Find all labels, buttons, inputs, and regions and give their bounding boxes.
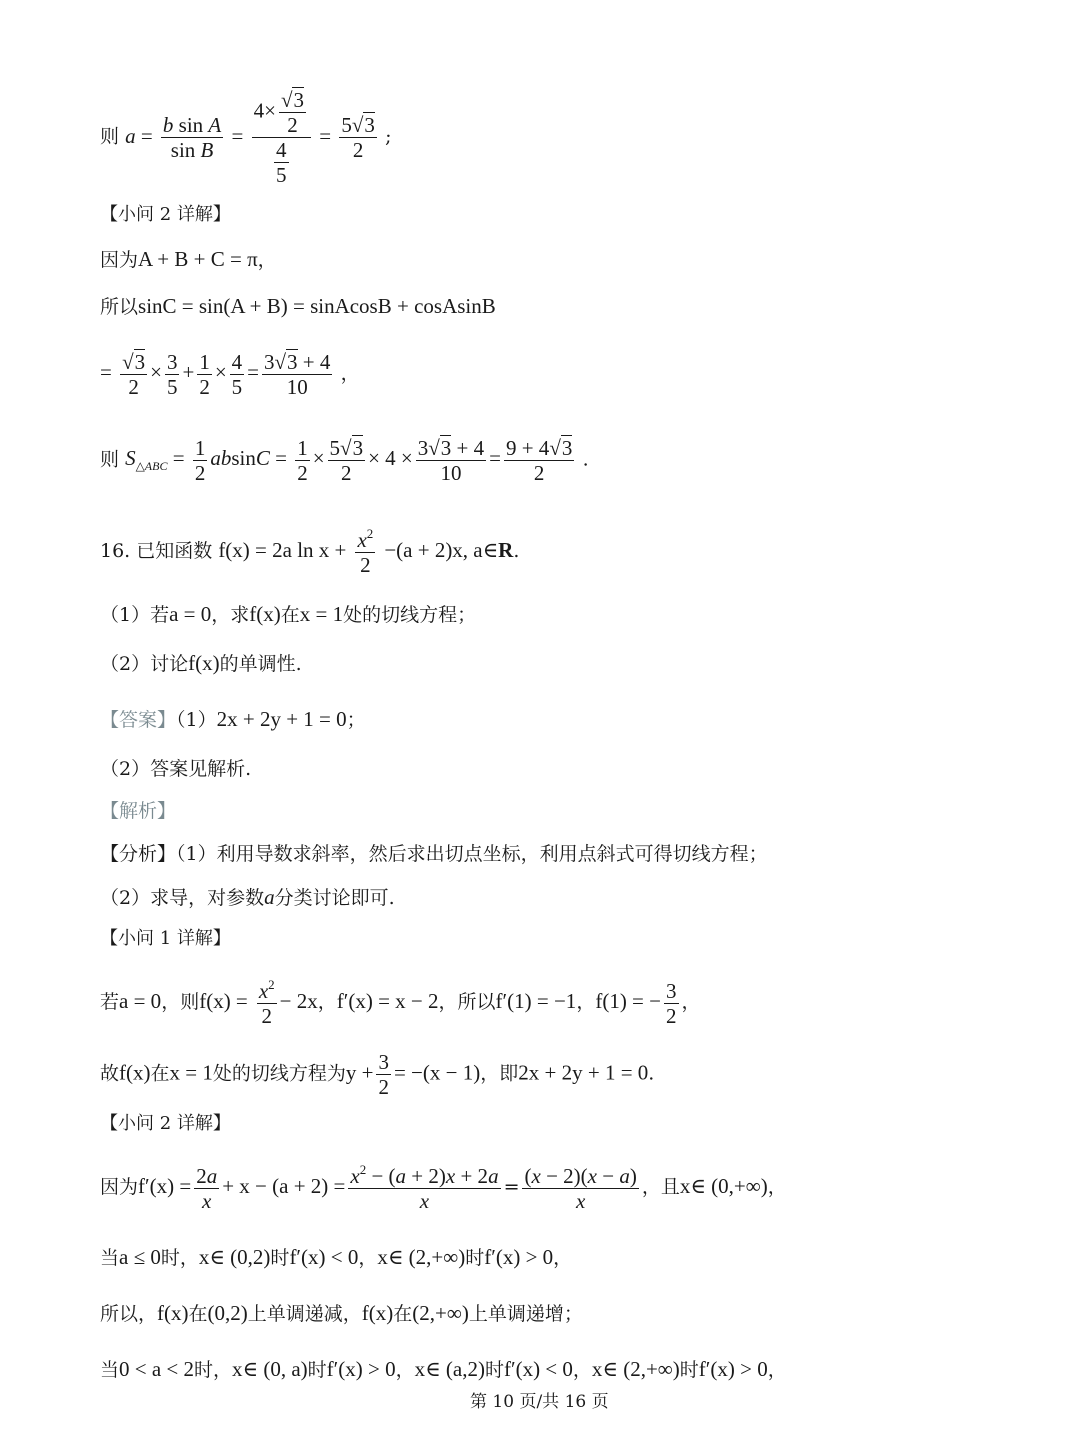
line-area: 则 $S_{\triangle ABC}$ = $\frac{1}{2}$ absinC = $\frac{1}{2}$ × $\frac{5√3}{2}$ × 4 × $\frac{3√3 + 4}{10}$ = $\frac{9 + 4√3}{2}$ . xyxy=(100,436,589,486)
answer-part2: （2）答案见解析. xyxy=(100,758,252,780)
problem-16-statement: 16. 已知函数 f(x) = 2a ln x + $\frac{x^2}{2}$ −(a + 2)x, a∈R. xyxy=(100,526,520,578)
line-sinC-expansion: 所以sinC = sin(A + B) = sinAcosB + cosAsinB xyxy=(100,294,496,318)
problem-16-part2: （2）讨论f(x)的单调性. xyxy=(100,651,302,675)
solution-q2-case-a-le-0: 当a ≤ 0时，x∈ (0,2)时f′(x) < 0，x∈ (2,+∞)时f′(x) > 0， xyxy=(100,1245,573,1269)
solution-q2-case-0-a-2: 当0 < a < 2时，x∈ (0, a)时f′(x) > 0，x∈ (a,2)时f′(x) < 0，x∈ (2,+∞)时f′(x) > 0， xyxy=(100,1357,787,1381)
equation-area: $S_{\triangle ABC}$ = $\frac{1}{2}$ absinC = $\frac{1}{2}$ × $\frac{5√3}{2}$ × 4 × $\frac{3√3 + 4}{10}$ = $\frac{9 + 4√3}{2}$ xyxy=(125,436,573,486)
solution-q2-derivative: 因为f′(x) = $\frac{2a}{x}$ + x − (a + 2) = $\frac{x^2 - (a + 2)x + 2a}{x}$ = $\frac{(x - 2)(x - a)}{x}$ ，且x∈ (0,+∞)， xyxy=(100,1162,787,1214)
section-heading-q2-b: 【小问 2 详解】 xyxy=(100,1113,231,1134)
equation-sinC: = $\frac{√3}{2}$ × $\frac{3}{5}$ + $\frac{1}{2}$ × $\frac{4}{5}$ = $\frac{3√3 + 4}{10}$ xyxy=(100,350,331,400)
answer-part1: 【答案】（1）2x + 2y + 1 = 0； xyxy=(100,707,366,731)
solution-q2-monotonicity-1: 所以，f(x)在(0,2)上单调递减，f(x)在(2,+∞)上单调递增； xyxy=(100,1301,583,1325)
analysis-label: 【解析】 xyxy=(100,800,177,822)
solution-q1-tangent: 故f(x)在x = 1处的切线方程为y + $\frac{3}{2}$ = −(x − 1)，即2x + 2y + 1 = 0. xyxy=(100,1050,655,1100)
equation-a: a = $\frac{\text{b sin A}}{\text{sin B}}$ = 4× $\frac{√3}{2}$ $\frac{4}{5}$ = $\frac{5√3}{2}$ xyxy=(125,88,375,188)
line-sinC-value: = $\frac{√3}{2}$ × $\frac{3}{5}$ + $\frac{1}{2}$ × $\frac{4}{5}$ = $\frac{3√3 + 4}{10}$ ， xyxy=(100,350,360,400)
text: 则 xyxy=(100,125,120,148)
section-heading-q1: 【小问 1 详解】 xyxy=(100,928,231,949)
line-law-of-sines: 则 a = $\frac{\text{b sin A}}{\text{sin B}}$ = 4× $\frac{√3}{2}$ $\frac{4}{5}$ = $\frac{5√3}{2}$ ; xyxy=(100,88,392,188)
analysis-part2: （2）求导，对参数a分类讨论即可. xyxy=(100,885,395,909)
analysis-part1: 【分析】（1）利用导数求斜率，然后求出切点坐标，利用点斜式可得切线方程； xyxy=(100,843,768,865)
problem-16-part1: （1）若a = 0，求f(x)在x = 1处的切线方程； xyxy=(100,602,477,626)
answer-label: 【答案】 xyxy=(100,709,177,731)
section-heading-q2: 【小问 2 详解】 xyxy=(100,204,231,225)
solution-q1-derivative: 若a = 0，则f(x) = $\frac{x^2}{2}$ − 2x，f′(x) = x − 2，所以f′(1) = −1，f(1) = − $\frac{3}{2}$ ， xyxy=(100,977,701,1029)
line-angle-sum: 因为A + B + C = π， xyxy=(100,247,277,271)
page-footer: 第 10 页/共 16 页 xyxy=(470,1392,609,1412)
